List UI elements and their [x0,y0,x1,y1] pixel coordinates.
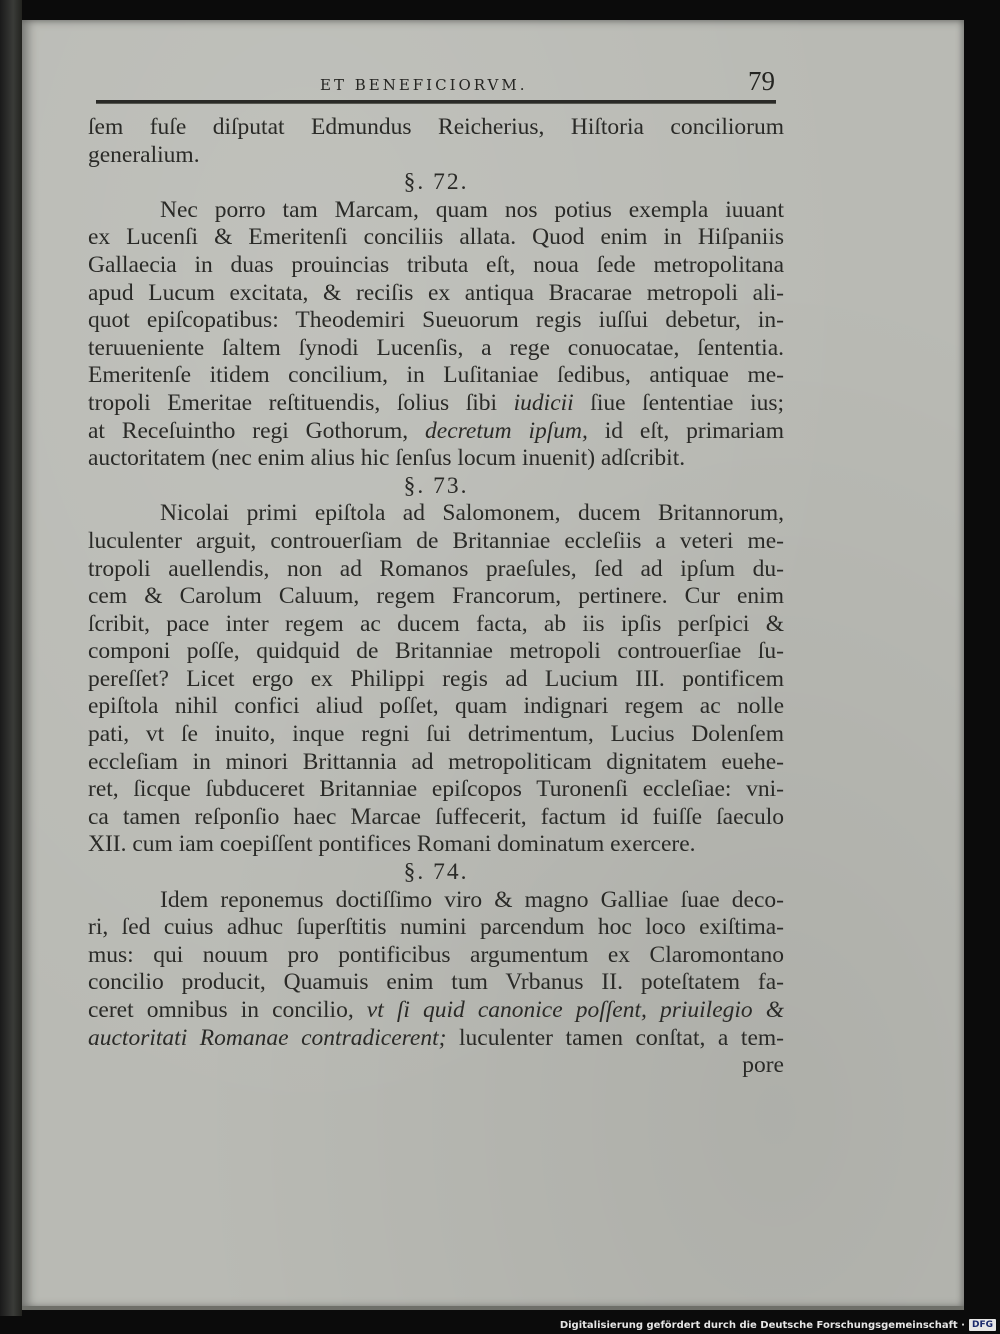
text-segment: ret, ſicque ſubduceret Britanniae epiſcopos Turonenſi eccleſiae: vni- [88,776,784,803]
text-line [88,556,784,584]
text-line [88,831,784,859]
text-line [88,114,784,142]
text-segment: ca tamen reſponſio haec Marcae ſuffecerit, factum id fuiſſe ſaeculo [88,803,784,830]
text-segment: concilio producit, Quamuis enim tum Vrbanus II. poteſtatem fa- [88,969,784,996]
text-segment: ex Lucenſi & Emeritenſi conciliis allata. Quod enim in Hiſpaniis [88,224,784,251]
text-line [88,638,784,666]
running-title: ET BENEFICIORVM. [320,76,528,94]
text-segment: eccleſiam in minori Brittannia ad metropoliticam dignitatem euehe- [88,748,784,775]
text-segment: luculenter tamen conſtat, a tem- [459,1024,785,1051]
header-rule [96,100,776,104]
text-segment: Nec porro tam Marcam, quam nos potius exempla iuuant [160,196,784,223]
text-line [88,611,784,639]
text-line [88,583,784,611]
text-line [88,197,784,225]
text-line [88,445,784,473]
text-line [88,252,784,280]
text-line [88,335,784,363]
text-segment: tropoli auellendis, non ad Romanos praeſules, ſed ad ipſum du- [88,555,784,582]
text-segment: at Receſuintho regi Gothorum, [88,417,409,444]
text-segment: §. 72. [403,169,469,196]
funding-footer [560,1318,996,1332]
text-line [88,914,784,942]
italic-segment: decretum ipſum, [425,417,588,444]
previous-page-edge [0,0,22,1316]
text-line [88,776,784,804]
text-segment: teruueniente ſaltem ſynodi Lucenſis, a rege conuocatae, ſententia. [88,334,784,361]
text-segment: XII. cum iam coepiſſent pontifices Romani dominatum exercere. [88,831,696,858]
body-text [88,114,784,1080]
text-line [88,997,784,1025]
text-segment: Gallaecia in duas prouincias tributa eſt, noua ſede metropolitana [88,251,784,278]
dfg-logo: DFG [969,1319,996,1331]
text-segment: ſem fuſe diſputat Edmundus Reicherius, Hiſtoria conciliorum [88,114,784,140]
page-bottom-edge [22,1306,964,1310]
text-segment: mus: qui nouum pro pontificibus argumentum ex Claromontano [88,941,784,968]
italic-segment: auctoritati Romanae contradicerent; [88,1024,447,1051]
text-segment: ri, ſed cuius adhuc ſuperſtitis numini parcendum hoc loco exiſtima- [88,914,784,941]
text-line [88,887,784,915]
text-segment: cem & Carolum Caluum, regem Francorum, pertinere. Cur enim [88,583,784,610]
text-line [88,528,784,556]
italic-segment: iudicii [513,389,574,416]
text-line [88,500,784,528]
text-line [88,362,784,390]
text-segment: §. 74. [403,859,469,886]
text-segment: id eſt, primariam [604,417,784,444]
text-line [88,418,784,446]
text-segment: §. 73. [403,472,469,499]
text-segment: ſiue ſententiae ius; [590,389,785,416]
text-segment: pati, vt ſe inuito, inque regni ſui detrimentum, Lucius Dolenſem [88,721,784,748]
text-line [88,693,784,721]
text-line [88,224,784,252]
text-line [88,721,784,749]
text-segment: apud Lucum excitata, & reciſis ex antiqua Bracarae metropoli ali- [88,279,784,306]
text-segment: Idem reponemus doctiſſimo viro & magno Galliae ſuae deco- [160,886,784,913]
text-segment: generalium. [88,141,200,168]
text-segment: Emeritenſe itidem concilium, in Luſitaniae ſedibus, antiquae me- [88,362,784,389]
text-segment: pore [742,1052,784,1079]
text-segment: epiſtola nihil confici aliud poſſet, quam indignari regem ac nolle [88,693,784,720]
text-line [88,280,784,308]
funding-note: Digitalisierung gefördert durch die Deutsche Forschungsgemeinschaft · [559,1319,965,1331]
text-line [88,1052,784,1080]
text-line [88,749,784,777]
page-number: 79 [748,66,775,96]
text-line [88,666,784,694]
section-heading [88,169,784,197]
text-segment: luculenter arguit, controuerſiam de Britanniae eccleſiis a veteri me- [88,527,784,554]
section-heading [88,473,784,501]
text-segment: ceret omnibus in concilio, [88,997,354,1023]
text-segment: ſcribit, pace inter regem ac ducem facta, ab iis ipſis perſpici & [88,610,784,637]
text-line [88,969,784,997]
text-line [88,307,784,335]
text-segment: Nicolai primi epiſtola ad Salomonem, ducem Britannorum, [160,500,784,527]
section-heading [88,859,784,887]
text-line [88,942,784,970]
text-segment: quot epiſcopatibus: Theodemiri Sueuorum regis iuſſui debetur, in- [88,307,784,334]
text-segment: tropoli Emeritae reſtituendis, ſolius ſibi [88,389,498,416]
text-segment: auctoritatem (nec enim alius hic ſenſus locum inuenit) adſcribit. [88,445,686,472]
text-line [88,804,784,832]
text-segment: componi poſſe, quidquid de Britanniae metropoli controuerſiae ſu- [88,638,784,665]
text-line [88,142,784,170]
text-line [88,1025,784,1053]
text-segment: pereſſet? Licet ergo ex Philippi regis ad Lucium III. pontificem [88,665,784,692]
text-line [88,390,784,418]
italic-segment: vt ſi quid canonice poſſent, priuilegio & [366,997,785,1023]
